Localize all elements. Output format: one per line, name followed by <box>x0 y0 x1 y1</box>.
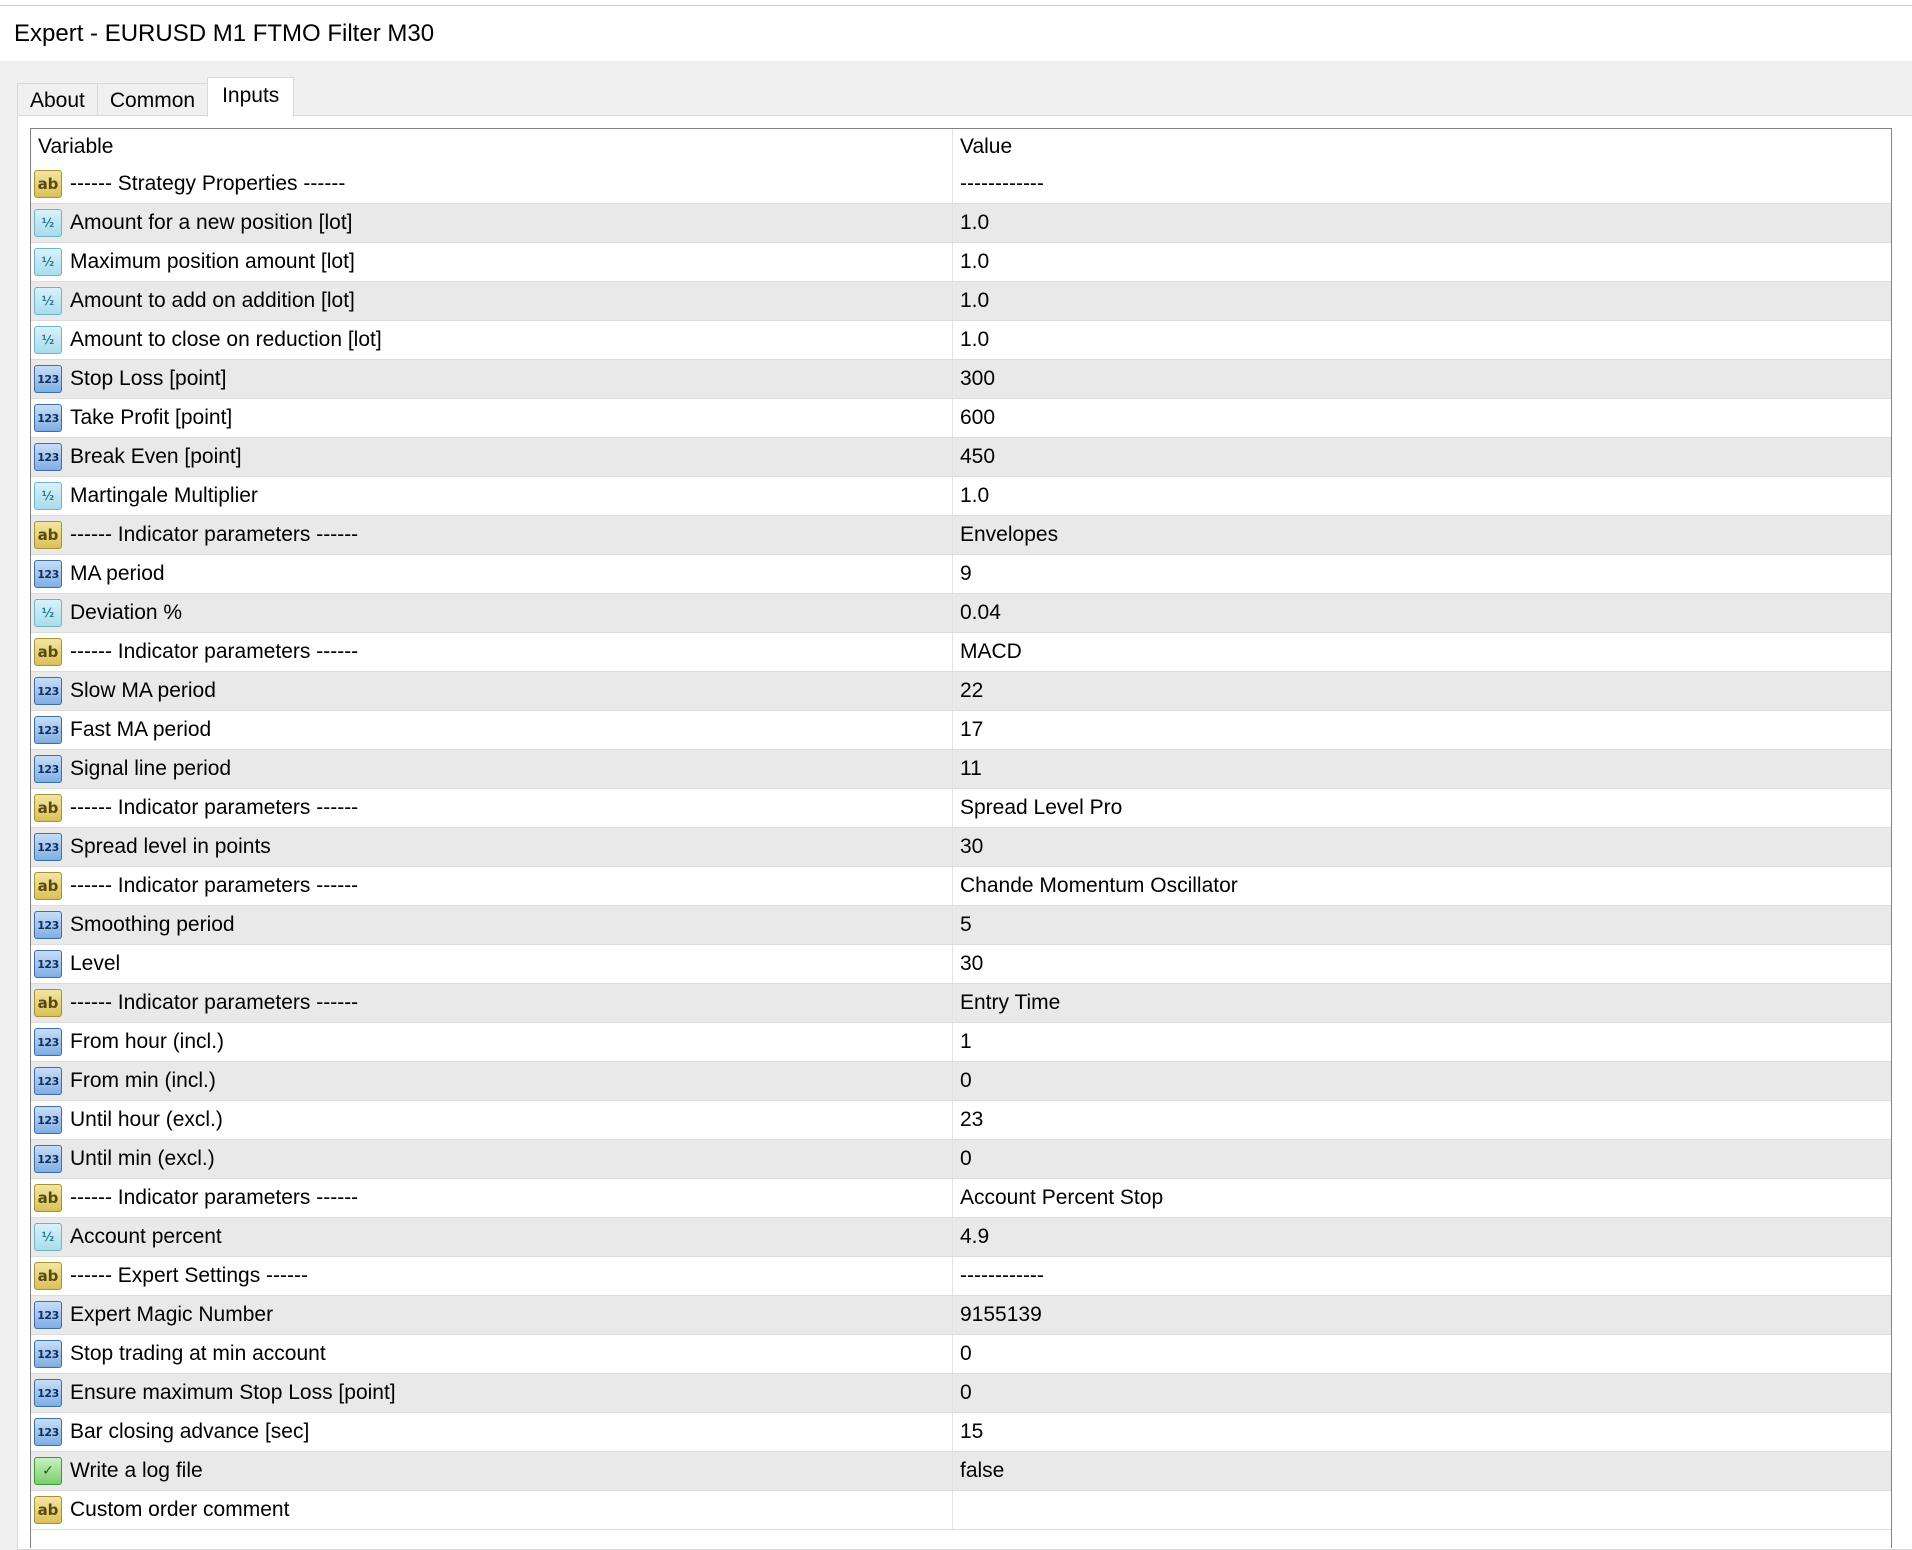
variable-cell <box>31 984 953 1022</box>
table-row[interactable] <box>31 672 1891 711</box>
variable-cell <box>31 477 953 515</box>
inputs-panel <box>17 115 1912 1550</box>
value-cell[interactable]: 0.04 <box>960 601 1001 624</box>
value-cell[interactable]: 1 <box>960 1030 972 1053</box>
variable-cell <box>31 672 953 710</box>
value-cell[interactable]: 5 <box>960 913 972 936</box>
table-row[interactable] <box>31 1023 1891 1062</box>
integer-type-icon: 123 <box>34 443 62 471</box>
variable-cell <box>31 867 953 905</box>
variable-name: Until hour (excl.) <box>70 1108 223 1131</box>
value-cell[interactable]: 0 <box>960 1147 972 1170</box>
integer-type-icon: 123 <box>34 365 62 393</box>
table-row[interactable] <box>31 1257 1891 1296</box>
variable-cell <box>31 165 953 203</box>
double-type-icon: ½ <box>34 599 62 627</box>
variable-name: Amount for a new position [lot] <box>70 211 353 234</box>
variable-cell <box>31 711 953 749</box>
variable-cell <box>31 360 953 398</box>
string-type-icon: ab <box>34 989 62 1017</box>
value-cell[interactable]: false <box>960 1459 1005 1482</box>
column-header-value[interactable]: Value <box>960 135 1013 158</box>
variable-name: From hour (incl.) <box>70 1030 225 1053</box>
integer-type-icon: 123 <box>34 1106 62 1134</box>
value-cell[interactable]: 450 <box>960 445 996 468</box>
table-row[interactable] <box>31 399 1891 438</box>
value-cell[interactable]: 0 <box>960 1342 972 1365</box>
variable-name: ------ Indicator parameters ------ <box>70 874 359 897</box>
variable-name: Write a log file <box>70 1459 203 1482</box>
value-cell[interactable]: ------------ <box>960 172 1044 195</box>
table-header <box>31 129 1891 165</box>
variable-cell <box>31 1179 953 1217</box>
string-type-icon: ab <box>34 521 62 549</box>
value-cell[interactable]: Entry Time <box>960 991 1061 1014</box>
table-row[interactable] <box>31 282 1891 321</box>
variable-name: ------ Expert Settings ------ <box>70 1264 308 1287</box>
variable-name: Stop Loss [point] <box>70 367 227 390</box>
tab-strip <box>17 79 293 117</box>
string-type-icon: ab <box>34 638 62 666</box>
variable-cell <box>31 1452 953 1490</box>
variable-name: Account percent <box>70 1225 222 1248</box>
variable-cell <box>31 1491 953 1529</box>
variable-cell <box>31 1374 953 1412</box>
variable-cell <box>31 633 953 671</box>
table-row[interactable] <box>31 204 1891 243</box>
variable-cell <box>31 828 953 866</box>
string-type-icon: ab <box>34 170 62 198</box>
variable-cell <box>31 243 953 281</box>
table-row[interactable] <box>31 711 1891 750</box>
integer-type-icon: 123 <box>34 950 62 978</box>
double-type-icon: ½ <box>34 1223 62 1251</box>
double-type-icon: ½ <box>34 482 62 510</box>
value-cell[interactable]: 1.0 <box>960 211 990 234</box>
table-row[interactable] <box>31 906 1891 945</box>
variable-cell <box>31 1062 953 1100</box>
variable-name: Take Profit [point] <box>70 406 233 429</box>
table-row[interactable] <box>31 1101 1891 1140</box>
window-title: Expert - EURUSD M1 FTMO Filter M30 <box>14 20 435 47</box>
value-cell[interactable]: 9 <box>960 562 972 585</box>
table-row[interactable] <box>31 789 1891 828</box>
integer-type-icon: 123 <box>34 1145 62 1173</box>
variable-name: Ensure maximum Stop Loss [point] <box>70 1381 396 1404</box>
integer-type-icon: 123 <box>34 716 62 744</box>
integer-type-icon: 123 <box>34 1067 62 1095</box>
variable-name: Maximum position amount [lot] <box>70 250 355 273</box>
variable-name: Level <box>70 952 121 975</box>
column-header-variable[interactable]: Variable <box>31 129 953 165</box>
value-cell[interactable]: 17 <box>960 718 984 741</box>
boolean-type-icon: ✓ <box>34 1457 62 1485</box>
table-row[interactable] <box>31 360 1891 399</box>
double-type-icon: ½ <box>34 287 62 315</box>
string-type-icon: ab <box>34 1184 62 1212</box>
variable-cell <box>31 438 953 476</box>
string-type-icon: ab <box>34 1262 62 1290</box>
variable-name: ------ Indicator parameters ------ <box>70 1186 359 1209</box>
variable-name: Break Even [point] <box>70 445 242 468</box>
value-cell[interactable]: Envelopes <box>960 523 1059 546</box>
value-cell[interactable]: 1.0 <box>960 328 990 351</box>
value-cell[interactable]: 30 <box>960 952 984 975</box>
table-row[interactable] <box>31 516 1891 555</box>
tab-about[interactable]: About <box>17 83 98 117</box>
value-cell[interactable]: 600 <box>960 406 996 429</box>
integer-type-icon: 123 <box>34 1301 62 1329</box>
string-type-icon: ab <box>34 872 62 900</box>
variable-cell <box>31 789 953 827</box>
variable-cell <box>31 1296 953 1334</box>
variable-name: MA period <box>70 562 165 585</box>
value-cell[interactable]: 30 <box>960 835 984 858</box>
value-cell[interactable]: 22 <box>960 679 984 702</box>
value-cell[interactable]: 15 <box>960 1420 984 1443</box>
table-row[interactable] <box>31 1491 1891 1530</box>
variable-name: From min (incl.) <box>70 1069 216 1092</box>
value-cell[interactable]: 1.0 <box>960 289 990 312</box>
value-cell[interactable]: Chande Momentum Oscillator <box>960 874 1238 897</box>
inputs-table[interactable] <box>30 128 1892 1548</box>
value-cell[interactable]: Spread Level Pro <box>960 796 1123 819</box>
tab-common[interactable]: Common <box>97 83 208 117</box>
value-cell[interactable]: 1.0 <box>960 484 990 507</box>
variable-cell <box>31 1023 953 1061</box>
variable-cell <box>31 594 953 632</box>
integer-type-icon: 123 <box>34 1028 62 1056</box>
variable-name: Amount to close on reduction [lot] <box>70 328 382 351</box>
value-cell[interactable] <box>953 1491 1891 1529</box>
table-row[interactable] <box>31 1413 1891 1452</box>
variable-name: Smoothing period <box>70 913 235 936</box>
value-cell[interactable]: 4.9 <box>960 1225 990 1248</box>
integer-type-icon: 123 <box>34 755 62 783</box>
integer-type-icon: 123 <box>34 560 62 588</box>
table-row[interactable] <box>31 750 1891 789</box>
table-row[interactable] <box>31 1179 1891 1218</box>
table-row[interactable] <box>31 1218 1891 1257</box>
value-cell[interactable]: 0 <box>960 1381 972 1404</box>
variable-cell <box>31 282 953 320</box>
variable-cell <box>31 399 953 437</box>
expert-dialog <box>0 61 1912 1550</box>
table-row[interactable] <box>31 633 1891 672</box>
variable-cell <box>31 1140 953 1178</box>
table-row[interactable] <box>31 867 1891 906</box>
integer-type-icon: 123 <box>34 1418 62 1446</box>
variable-cell <box>31 555 953 593</box>
double-type-icon: ½ <box>34 209 62 237</box>
table-row[interactable] <box>31 555 1891 594</box>
string-type-icon: ab <box>34 1496 62 1524</box>
double-type-icon: ½ <box>34 248 62 276</box>
integer-type-icon: 123 <box>34 404 62 432</box>
variable-name: Martingale Multiplier <box>70 484 258 507</box>
variable-name: Amount to add on addition [lot] <box>70 289 355 312</box>
variable-cell <box>31 1101 953 1139</box>
value-cell[interactable]: 23 <box>960 1108 984 1131</box>
variable-name: Spread level in points <box>70 835 271 858</box>
table-row[interactable] <box>31 165 1891 204</box>
table-row[interactable] <box>31 1062 1891 1101</box>
table-row[interactable] <box>31 594 1891 633</box>
value-cell[interactable]: ------------ <box>960 1264 1044 1287</box>
variable-cell <box>31 750 953 788</box>
variable-cell <box>31 1257 953 1295</box>
variable-cell <box>31 945 953 983</box>
table-row[interactable] <box>31 438 1891 477</box>
variable-name: Expert Magic Number <box>70 1303 274 1326</box>
value-cell[interactable]: 0 <box>960 1069 972 1092</box>
variable-cell <box>31 1218 953 1256</box>
integer-type-icon: 123 <box>34 1379 62 1407</box>
variable-name: Stop trading at min account <box>70 1342 326 1365</box>
variable-name: ------ Indicator parameters ------ <box>70 991 359 1014</box>
table-row[interactable] <box>31 984 1891 1023</box>
variable-cell <box>31 906 953 944</box>
string-type-icon: ab <box>34 794 62 822</box>
title-bar <box>0 6 1912 61</box>
table-row[interactable] <box>31 321 1891 360</box>
value-cell[interactable]: Account Percent Stop <box>960 1186 1164 1209</box>
variable-cell <box>31 204 953 242</box>
table-row[interactable] <box>31 828 1891 867</box>
variable-name: Slow MA period <box>70 679 216 702</box>
variable-cell <box>31 516 953 554</box>
table-body <box>31 165 1891 1530</box>
table-row[interactable] <box>31 1374 1891 1413</box>
tab-inputs[interactable]: Inputs <box>207 77 294 117</box>
variable-cell <box>31 1335 953 1373</box>
variable-name: ------ Indicator parameters ------ <box>70 640 359 663</box>
variable-name: Signal line period <box>70 757 232 780</box>
variable-name: ------ Indicator parameters ------ <box>70 796 359 819</box>
variable-name: Until min (excl.) <box>70 1147 215 1170</box>
table-row[interactable] <box>31 477 1891 516</box>
variable-cell <box>31 1413 953 1451</box>
value-cell[interactable]: 300 <box>960 367 996 390</box>
variable-cell <box>31 321 953 359</box>
value-cell[interactable]: 11 <box>960 757 982 780</box>
variable-name: ------ Indicator parameters ------ <box>70 523 359 546</box>
value-cell[interactable]: 9155139 <box>960 1303 1042 1326</box>
double-type-icon: ½ <box>34 326 62 354</box>
integer-type-icon: 123 <box>34 911 62 939</box>
value-cell[interactable]: MACD <box>960 640 1022 663</box>
value-cell[interactable]: 1.0 <box>960 250 990 273</box>
table-row[interactable] <box>31 1296 1891 1335</box>
integer-type-icon: 123 <box>34 833 62 861</box>
table-row[interactable] <box>31 945 1891 984</box>
integer-type-icon: 123 <box>34 1340 62 1368</box>
table-row[interactable] <box>31 1140 1891 1179</box>
variable-name: Custom order comment <box>70 1498 290 1521</box>
variable-name: Fast MA period <box>70 718 212 741</box>
variable-name: Bar closing advance [sec] <box>70 1420 310 1443</box>
table-row[interactable] <box>31 1452 1891 1491</box>
variable-name: ------ Strategy Properties ------ <box>70 172 346 195</box>
integer-type-icon: 123 <box>34 677 62 705</box>
variable-name: Deviation % <box>70 601 183 624</box>
table-row[interactable] <box>31 1335 1891 1374</box>
table-row[interactable] <box>31 243 1891 282</box>
